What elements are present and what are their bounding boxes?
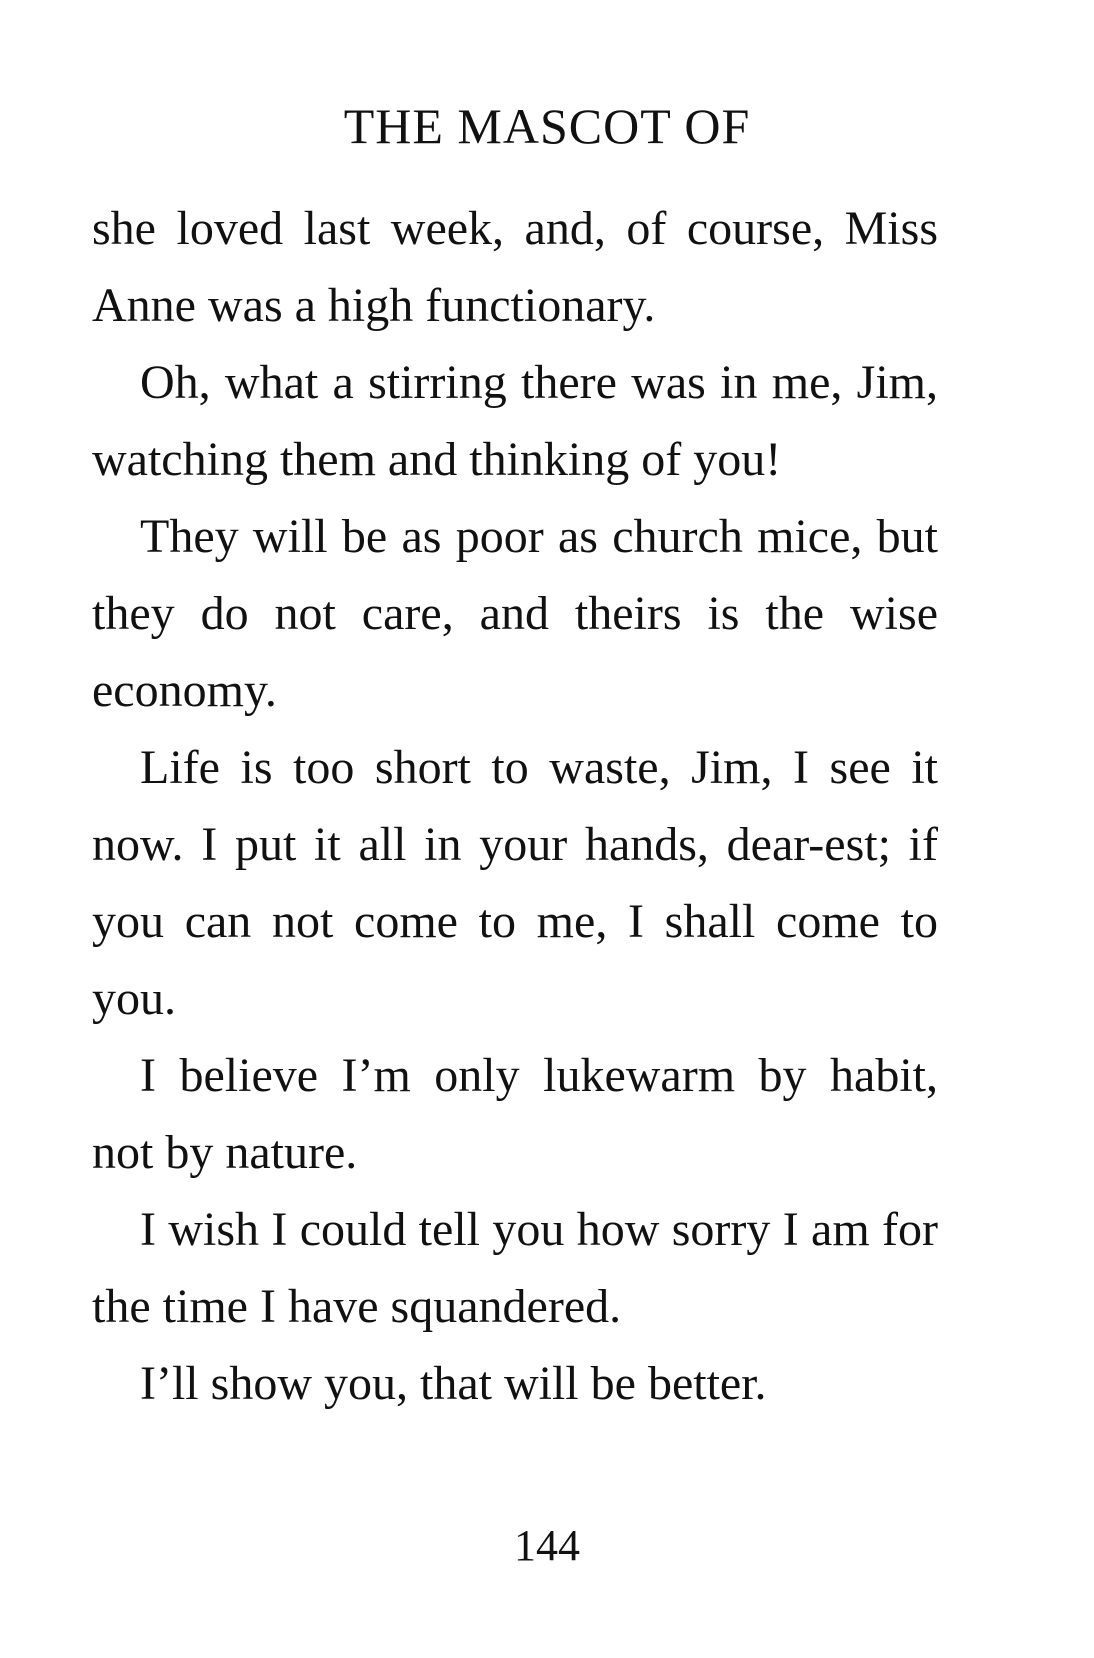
running-head-text: THE MASCOT OF bbox=[343, 98, 751, 154]
paragraph: I believe I’m only lukewarm by habit, not by nature. bbox=[92, 1049, 938, 1179]
paragraph: I’ll show you, that will be better. bbox=[140, 1357, 767, 1410]
paragraph: Oh, what a stirring there was in me, Jim, watching them and thinking of you! bbox=[92, 356, 938, 486]
paragraph: I wish I could tell you how sorry I am for the time I have squandered. bbox=[92, 1203, 938, 1333]
paragraph: she loved last week, and, of course, Miss Anne was a high functionary. bbox=[92, 202, 938, 332]
running-head bbox=[0, 96, 1094, 156]
body-text bbox=[92, 190, 938, 1422]
paragraph: Life is too short to waste, Jim, I see it now. I put it all in your hands, dear-est; if you can not come to me, I shall come to you. bbox=[92, 741, 938, 1025]
page-number: 144 bbox=[514, 1521, 580, 1570]
paragraph: They will be as poor as church mice, but they do not care, and theirs is the wise economy. bbox=[92, 510, 938, 717]
